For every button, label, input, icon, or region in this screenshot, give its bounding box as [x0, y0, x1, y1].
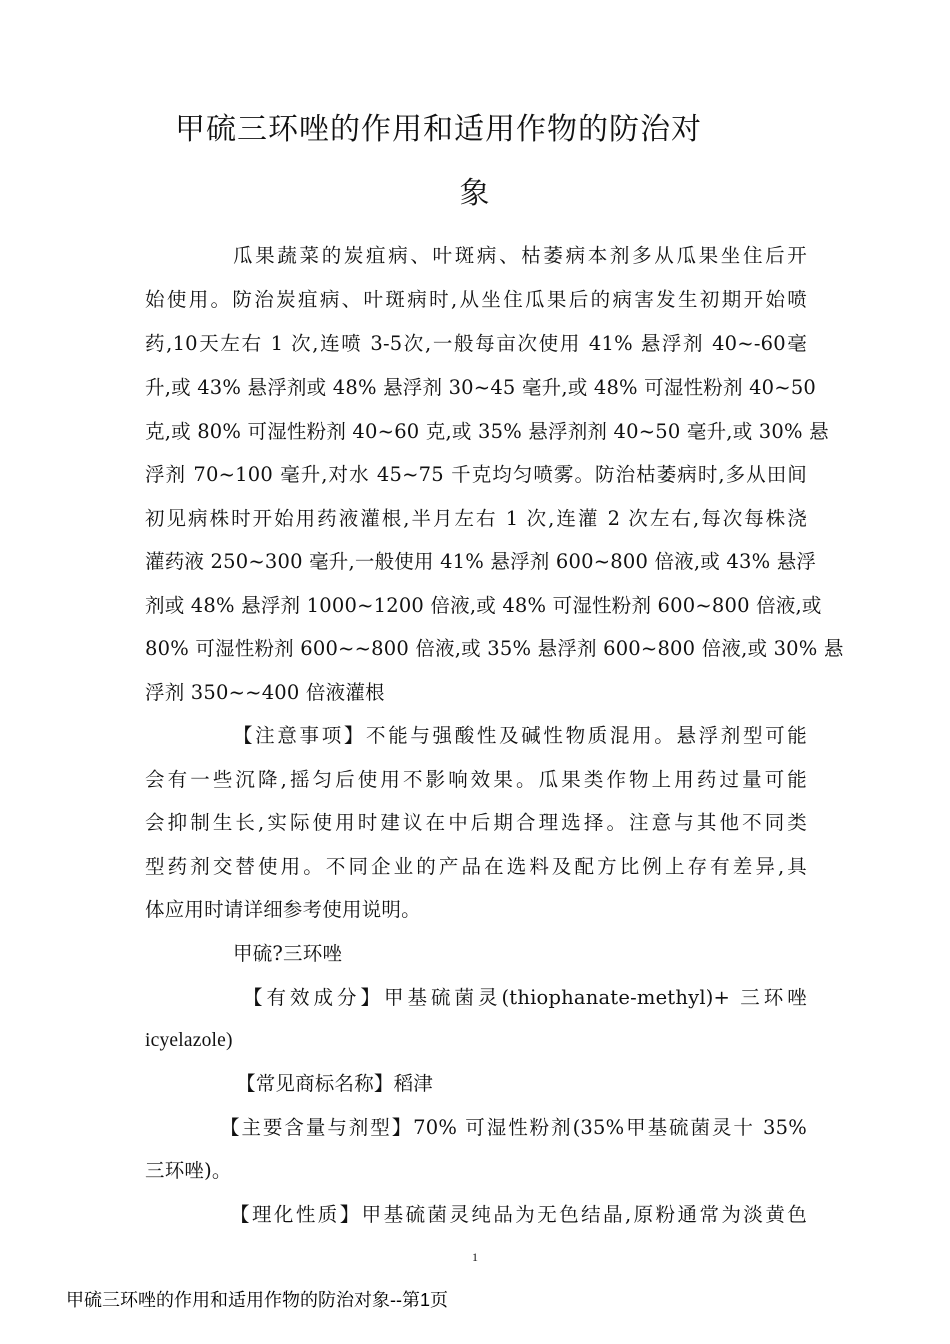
- page-footer: 甲硫三环唑的作用和适用作物的防治对象--第1页: [66, 1290, 448, 1310]
- body-line: 三环唑)。: [145, 1159, 232, 1182]
- body-line: 克,或 80% 可湿性粉剂 40~60 克,或 35% 悬浮剂剂 40~50 毫升,或 30% 悬: [145, 420, 829, 443]
- document-title-line-1: 甲硫三环唑的作用和适用作物的防治对: [175, 112, 702, 147]
- body-line: 型药剂交替使用。不同企业的产品在选料及配方比例上存有差异,具: [145, 855, 807, 878]
- body-line: 体应用时请详细参考使用说明。: [145, 898, 421, 921]
- body-line: 浮剂 70~100 毫升,对水 45~75 千克均匀喷雾。防治枯萎病时,多从田间: [145, 463, 807, 486]
- section-heading: 甲硫?三环唑: [233, 942, 343, 965]
- body-line: 剂或 48% 悬浮剂 1000~1200 倍液,或 48% 可湿性粉剂 600~800 倍液,或: [145, 594, 822, 617]
- body-line: 始使用。防治炭疽病、叶斑病时,从坐住瓜果后的病害发生初期开始喷: [145, 288, 807, 311]
- body-line: icyelazole): [145, 1030, 233, 1051]
- body-line: 浮剂 350~~400 倍液灌根: [145, 681, 385, 704]
- body-line: 灌药液 250~300 毫升,一般使用 41% 悬浮剂 600~800 倍液,或 43% 悬浮: [145, 550, 817, 573]
- body-line: 80% 可湿性粉剂 600~~800 倍液,或 35% 悬浮剂 600~800 倍液,或 30% 悬: [145, 637, 844, 660]
- body-line: 会抑制生长,实际使用时建议在中后期合理选择。注意与其他不同类: [145, 811, 807, 834]
- body-line: 升,或 43% 悬浮剂或 48% 悬浮剂 30~45 毫升,或 48% 可湿性粉剂 40~50: [145, 376, 817, 399]
- active-ingredient-line: 【有效成分】甲基硫菌灵(thiophanate-methyl)+ 三环唑: [243, 986, 807, 1009]
- notice-heading-line: 【注意事项】不能与强酸性及碱性物质混用。悬浮剂型可能: [233, 724, 807, 747]
- content-formulation-line: 【主要含量与剂型】70% 可湿性粉剂(35%甲基硫菌灵十 35%: [220, 1116, 807, 1139]
- page-number: 1: [472, 1250, 478, 1264]
- document-title-line-2: 象: [459, 176, 491, 211]
- body-line: 初见病株时开始用药液灌根,半月左右 1 次,连灌 2 次左右,每次每株浇: [145, 507, 807, 530]
- trademark-line: 【常见商标名称】稻津: [236, 1072, 434, 1095]
- body-line: 会有一些沉降,摇匀后使用不影响效果。瓜果类作物上用药过量可能: [145, 768, 807, 791]
- body-line: 瓜果蔬菜的炭疽病、叶斑病、枯萎病本剂多从瓜果坐住后开: [233, 244, 807, 267]
- properties-line: 【理化性质】甲基硫菌灵纯品为无色结晶,原粉通常为淡黄色: [230, 1203, 807, 1226]
- body-line: 药,10天左右 1 次,连喷 3-5次,一般每亩次使用 41% 悬浮剂 40~-60毫: [145, 332, 807, 355]
